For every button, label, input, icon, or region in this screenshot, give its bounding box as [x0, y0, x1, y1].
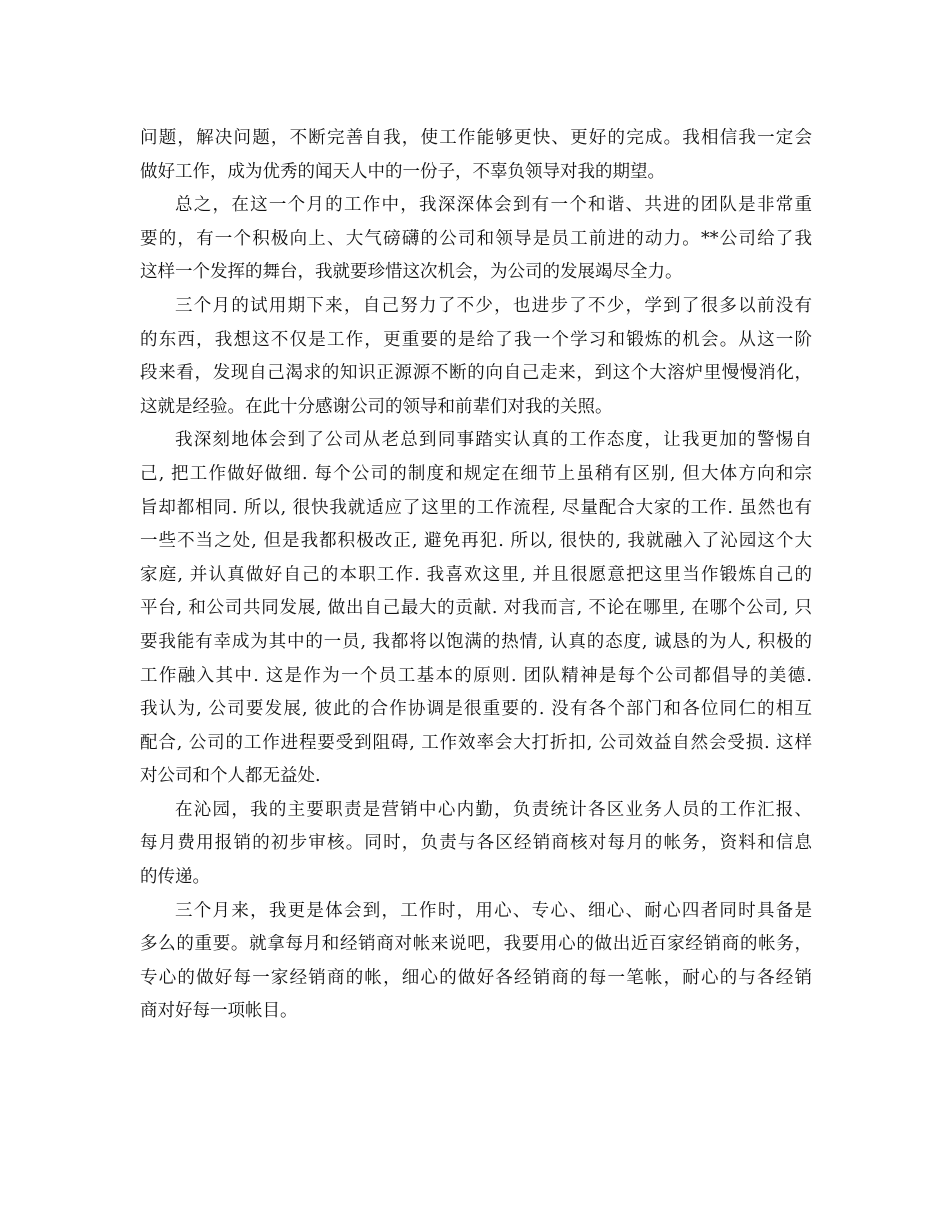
text-line: 要我能有幸成为其中的一员, 我都将以饱满的热情, 认真的态度, 诚恳的为人, 积极的	[140, 631, 812, 652]
text-line: 这样一个发挥的舞台，我就要珍惜这次机会，为公司的发展竭尽全力。	[140, 262, 683, 283]
text-line: 对公司和个人都无益处.	[140, 766, 321, 787]
text-line: 每月费用报销的初步审核。同时，负责与各区经销商核对每月的帐务，资料和信息	[140, 833, 812, 854]
paragraph	[140, 895, 812, 1029]
text-line: 我深刻地体会到了公司从老总到同事踏实认真的工作态度，让我更加的警惕自	[175, 430, 812, 451]
text-line: 家庭, 并认真做好自己的本职工作. 我喜欢这里, 并且很愿意把这里当作锻炼自己的	[140, 564, 812, 585]
text-line: 要的，有一个积极向上、大气磅礴的公司和领导是员工前进的动力。**公司给了我	[140, 228, 812, 249]
text-line: 问题，解决问题，不断完善自我，使工作能够更快、更好的完成。我相信我一定会	[140, 128, 812, 148]
text-line: 在沁园，我的主要职责是营销中心内勤，负责统计各区业务人员的工作汇报、	[175, 799, 812, 820]
paragraph	[140, 794, 812, 895]
text-line: 这就是经验。在此十分感谢公司的领导和前辈们对我的关照。	[140, 396, 613, 417]
text-line: 多么的重要。就拿每月和经销商对帐来说吧，我要用心的做出近百家经销商的帐务，	[140, 934, 812, 955]
text-line: 的东西，我想这不仅是工作，更重要的是给了我一个学习和锻炼的机会。从这一阶	[140, 329, 812, 350]
text-line: 段来看，发现自己渴求的知识正源源不断的向自己走来，到这个大溶炉里慢慢消化，	[140, 363, 812, 384]
text-line: 三个月来，我更是体会到，工作时，用心、专心、细心、耐心四者同时具备是	[175, 900, 812, 921]
paragraph	[140, 424, 812, 794]
text-line: 配合, 公司的工作进程要受到阻碍, 工作效率会大打折扣, 公司效益自然会受损. 这样	[140, 732, 812, 753]
text-line: 工作融入其中. 这是作为一个员工基本的原则. 团队精神是每个公司都倡导的美德.	[140, 665, 812, 686]
text-line: 做好工作，成为优秀的闻天人中的一份子，不辜负领导对我的期望。	[140, 161, 665, 182]
text-line: 三个月的试用期下来，自己努力了不少，也进步了不少，学到了很多以前没有	[175, 295, 812, 316]
text-line: 一些不当之处, 但是我都积极改正, 避免再犯. 所以, 很快的, 我就融入了沁园这个大	[140, 531, 812, 552]
text-line: 旨却都相同. 所以, 很快我就适应了这里的工作流程, 尽量配合大家的工作. 虽然也有	[140, 497, 812, 518]
paragraph	[140, 122, 812, 189]
text-line: 我认为, 公司要发展, 彼此的合作协调是很重要的. 没有各个部门和各位同仁的相互	[140, 699, 812, 720]
text-line: 己, 把工作做好做细. 每个公司的制度和规定在细节上虽稍有区别, 但大体方向和宗	[140, 463, 812, 484]
text-line: 平台, 和公司共同发展, 做出自己最大的贡献. 对我而言, 不论在哪里, 在哪个公司, 只	[140, 598, 812, 619]
text-line: 总之，在这一个月的工作中，我深深体会到有一个和谐、共进的团队是非常重	[175, 195, 812, 216]
text-line: 商对好每一项帐目。	[140, 1001, 298, 1022]
paragraph	[140, 290, 812, 424]
paragraph	[140, 189, 812, 290]
document-page	[140, 122, 812, 1029]
text-line: 的传递。	[140, 867, 210, 888]
text-line: 专心的做好每一家经销商的帐，细心的做好各经销商的每一笔帐，耐心的与各经销	[140, 967, 812, 988]
